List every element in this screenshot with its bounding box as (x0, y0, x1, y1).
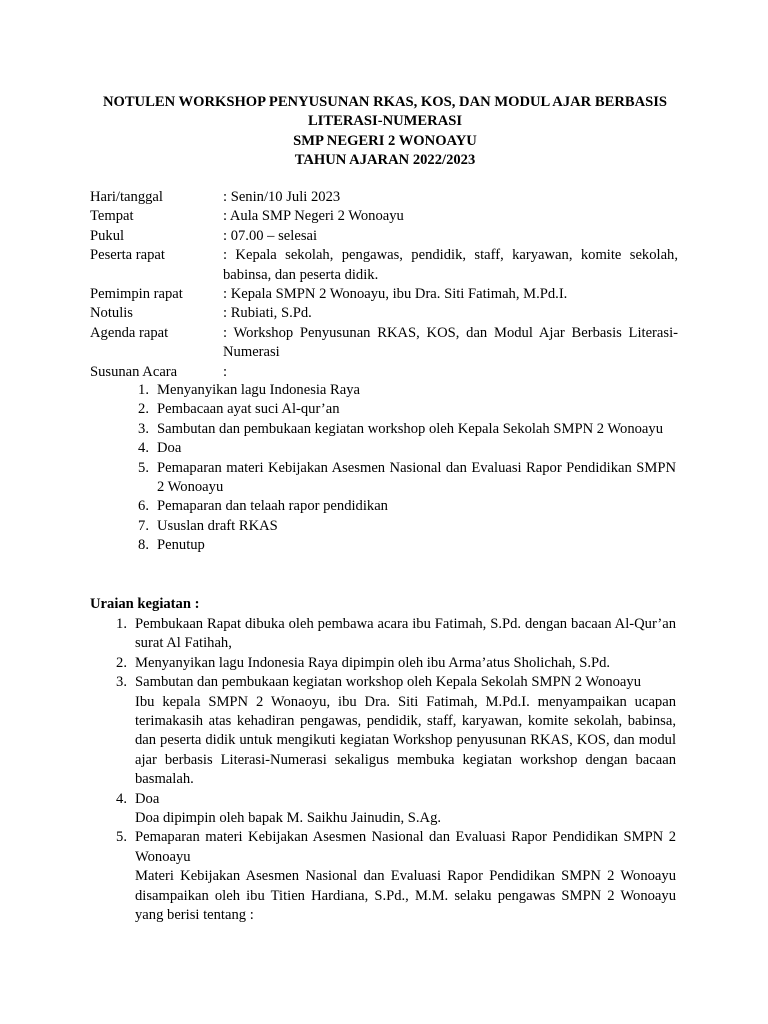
list-number: 2. (138, 401, 149, 418)
meta-label: Susunan Acara (90, 363, 178, 380)
title-line-1: NOTULEN WORKSHOP PENYUSUNAN RKAS, KOS, DAN MODUL AJAR BERBASIS (102, 94, 668, 110)
meta-value: : Workshop Penyusunan RKAS, KOS, dan Modul Ajar Berbasis Literasi-Numerasi (223, 324, 678, 361)
list-number: 3. (138, 420, 149, 437)
list-number: 4. (116, 790, 127, 807)
list-body (135, 615, 676, 654)
meta-label: Pukul (90, 227, 125, 244)
list-text: Menyanyikan lagu Indonesia Raya dipimpin oleh ibu Arma’atus Sholichah, S.Pd. (135, 654, 611, 671)
list-text: Pembacaan ayat suci Al-qur’an (157, 401, 340, 418)
list-number: 6. (138, 498, 149, 515)
list-item (90, 381, 680, 400)
meta-label: Tempat (90, 208, 134, 225)
meta-label: Pemimpin rapat (90, 286, 183, 303)
list-number: 1. (116, 616, 127, 632)
list-text: Sambutan dan pembukaan kegiatan workshop oleh Kepala Sekolah SMPN 2 Wonoayu (135, 674, 641, 691)
list-number: 5. (138, 459, 149, 476)
list-text: Pemaparan materi Kebijakan Asesmen Nasional dan Evaluasi Rapor Pendidikan SMPN 2 Wonoayu (135, 829, 676, 865)
meta-value: : (223, 363, 228, 380)
list-body (135, 654, 676, 673)
list-number: 2. (116, 654, 127, 671)
list-item (90, 654, 680, 673)
title-line-3: SMP NEGERI 2 WONOAYU (293, 132, 477, 149)
title-line-2: LITERASI-NUMERASI (307, 113, 463, 130)
list-number: 8. (138, 537, 149, 554)
meta-row-time (90, 227, 690, 246)
meta-label: Hari/tanggal (90, 189, 163, 205)
list-body (135, 673, 676, 789)
meta-row-participants (90, 246, 690, 285)
list-number: 5. (116, 829, 127, 846)
list-text: Sambutan dan pembukaan kegiatan workshop oleh Kepala Sekolah SMPN 2 Wonoayu (157, 420, 663, 437)
list-item (90, 459, 680, 498)
activity-list (90, 615, 680, 926)
meta-row-leader (90, 285, 690, 304)
meta-row-date (90, 188, 690, 207)
list-text: Pemaparan materi Kebijakan Asesmen Nasional dan Evaluasi Rapor Pendidikan SMPN 2 Wonoayu (157, 459, 676, 496)
meta-value: : Rubiati, S.Pd. (223, 305, 312, 322)
meta-row-agenda (90, 324, 690, 363)
list-number: 7. (138, 517, 149, 534)
meta-value: : Kepala SMPN 2 Wonoayu, ibu Dra. Siti Fatimah, M.Pd.I. (223, 286, 568, 303)
list-text: Penutup (157, 537, 205, 554)
meta-label: Notulis (90, 305, 133, 322)
meta-value: : 07.00 – selesai (223, 227, 318, 244)
list-text: Doa (157, 440, 182, 457)
program-list (90, 381, 680, 556)
list-text: Pemaparan dan telaah rapor pendidikan (157, 498, 388, 515)
meta-row-program (90, 363, 690, 382)
list-text: Ususlan draft RKAS (157, 517, 278, 534)
list-item (90, 673, 680, 789)
list-number: 1. (138, 382, 149, 398)
meta-value: : Senin/10 Juli 2023 (223, 189, 341, 205)
document-title (90, 93, 680, 171)
list-text: Doa (135, 790, 160, 807)
list-item (90, 828, 680, 925)
list-number: 4. (138, 440, 149, 457)
list-item (90, 400, 680, 419)
list-item (90, 517, 680, 536)
list-number: 3. (116, 674, 127, 691)
meta-row-notetaker (90, 304, 690, 323)
list-text: Menyanyikan lagu Indonesia Raya (157, 382, 361, 398)
list-detail: Doa dipimpin oleh bapak M. Saikhu Jainudin, S.Ag. (135, 810, 442, 827)
meta-label: Peserta rapat (90, 247, 165, 264)
meeting-info (90, 188, 690, 382)
list-item (90, 790, 680, 829)
meta-value: : Aula SMP Negeri 2 Wonoayu (223, 208, 404, 225)
list-text: Pembukaan Rapat dibuka oleh pembawa acara ibu Fatimah, S.Pd. dengan bacaan Al-Qur’an surat Al Fatihah, (135, 616, 676, 652)
list-item (90, 439, 680, 458)
meta-label: Agenda rapat (90, 324, 169, 341)
section-heading: Uraian kegiatan : (90, 596, 200, 612)
title-line-4: TAHUN AJARAN 2022/2023 (294, 152, 476, 169)
list-item (90, 497, 680, 516)
list-detail: Materi Kebijakan Asesmen Nasional dan Evaluasi Rapor Pendidikan SMPN 2 Wonoayu disampaikan oleh ibu Titien Hardiana, S.Pd., M.M. selaku pengawas SMPN 2 Wonoayu yang berisi tentang : (135, 868, 676, 924)
meta-value: : Kepala sekolah, pengawas, pendidik, staff, karyawan, komite sekolah, babinsa, dan peserta didik. (223, 247, 678, 283)
list-item (90, 536, 680, 555)
list-detail: Ibu kepala SMPN 2 Wonaoyu, ibu Dra. Siti Fatimah, M.Pd.I. menyampaikan ucapan terimakasih atas kehadiran pengawas, pendidik, staff, karyawan, komite sekolah, babinsa, dan peserta didik untuk mengikuti kegiatan Workshop penyusunan RKAS, KOS, dan modul ajar berbasis Literasi-Numerasi sekaligus membuka kegiatan workshop dengan bacaan basmalah. (135, 693, 676, 788)
list-item (90, 615, 680, 654)
list-body (135, 790, 676, 829)
meta-row-place (90, 207, 690, 226)
list-item (90, 420, 680, 439)
list-body (135, 828, 676, 925)
